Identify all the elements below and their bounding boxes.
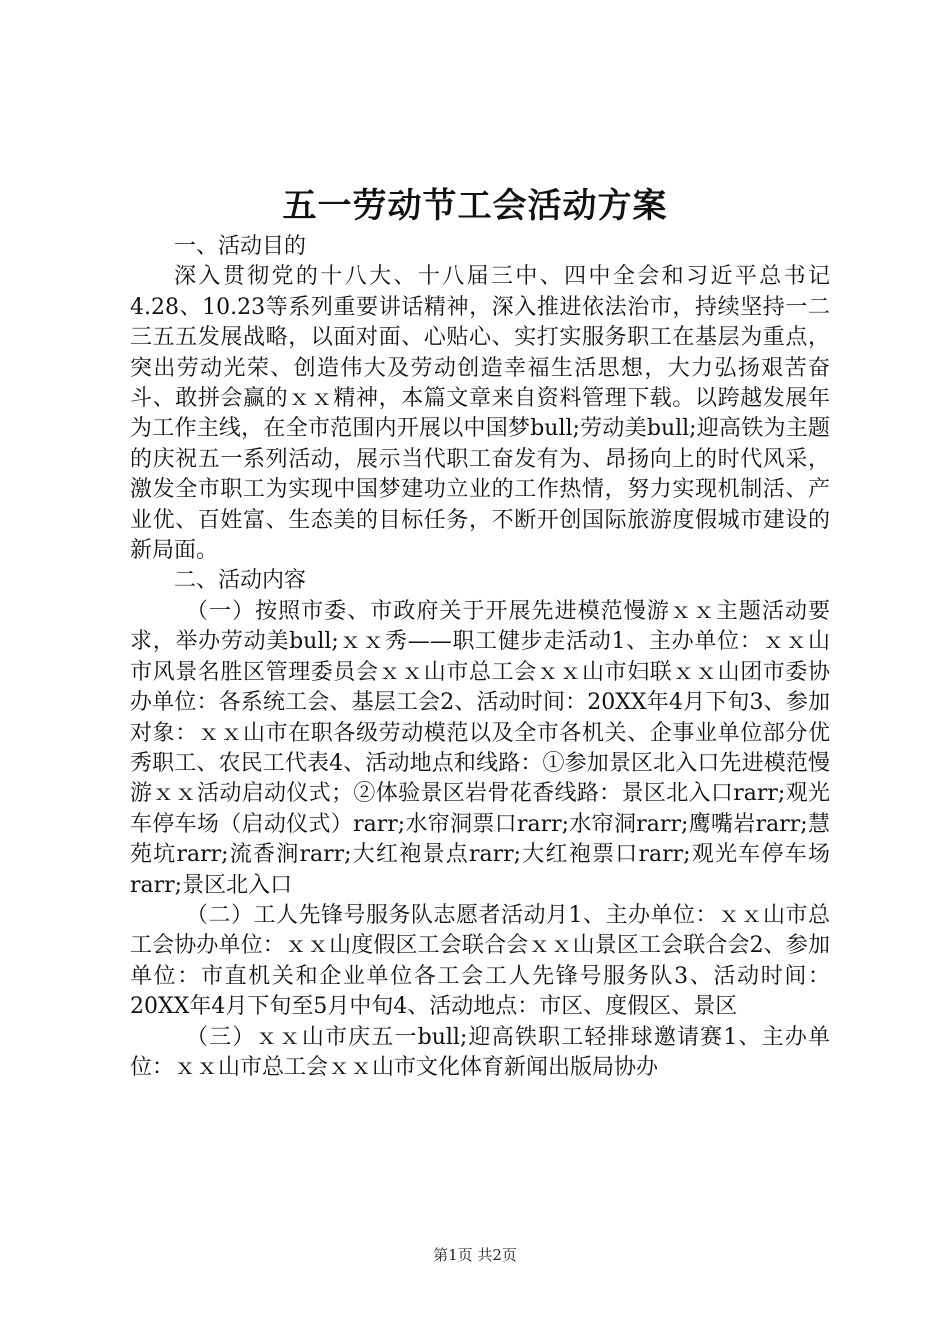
activity-item-2: （二）工人先锋号服务队志愿者活动月1、主办单位：ｘｘ山市总工会协办单位：ｘｘ山度假区工会联合会ｘｘ山景区工会联合会2、参加单位：市直机关和企业单位各工会工人先锋号服务队3、活动时间：20XX年4月下旬至5月中旬4、活动地点：市区、度假区、景区 (130, 902, 830, 1020)
document-body (130, 232, 830, 1083)
section-heading-content: 二、活动内容 (174, 568, 307, 594)
activity-item-1: （一）按照市委、市政府关于开展先进模范慢游ｘｘ主题活动要求，举办劳动美bull;ｘｘ秀——职工健步走活动1、主办单位：ｘｘ山市风景名胜区管理委员会ｘｘ山市总工会ｘｘ山市妇联ｘｘ山团市委协办单位：各系统工会、基层工会2、活动时间：20XX年4月下旬3、参加对象：ｘｘ山市在职各级劳动模范以及全市各机关、企事业单位部分优秀职工、农民工代表4、活动地点和线路：①参加景区北入口先进模范慢游ｘｘ活动启动仪式；②体验景区岩骨花香线路：景区北入口rarr;观光车停车场（启动仪式）rarr;水帘洞票口rarr;水帘洞rarr;鹰嘴岩rarr;慧苑坑rarr;流香涧rarr;大红袍景点rarr;大红袍票口rarr;观光车停车场rarr;景区北入口 (130, 598, 830, 898)
document-title: 五一劳动节工会活动方案 (282, 186, 668, 226)
page-number-footer: 第1页 共2页 (433, 1246, 517, 1264)
activity-item-3: （三）ｘｘ山市庆五一bull;迎高铁职工轻排球邀请赛1、主办单位：ｘｘ山市总工会ｘｘ山市文化体育新闻出版局协办 (130, 1024, 830, 1080)
purpose-paragraph: 深入贯彻党的十八大、十八届三中、四中全会和习近平总书记4.28、10.23等系列重要讲话精神，深入推进依法治市，持续坚持一二三五五发展战略，以面对面、心贴心、实打实服务职工在基层为重点，突出劳动光荣、创造伟大及劳动创造幸福生活思想，大力弘扬艰苦奋斗、敢拼会赢的ｘｘ精神，本篇文章来自资料管理下载。以跨越发展年为工作主线，在全市范围内开展以中国梦bull;劳动美bull;迎高铁为主题的庆祝五一系列活动，展示当代职工奋发有为、昂扬向上的时代风采，激发全市职工为实现中国梦建功立业的工作热情，努力实现机制活、产业优、百姓富、生态美的目标任务，不断开创国际旅游度假城市建设的新局面。 (130, 264, 830, 564)
section-heading-purpose: 一、活动目的 (174, 234, 307, 259)
